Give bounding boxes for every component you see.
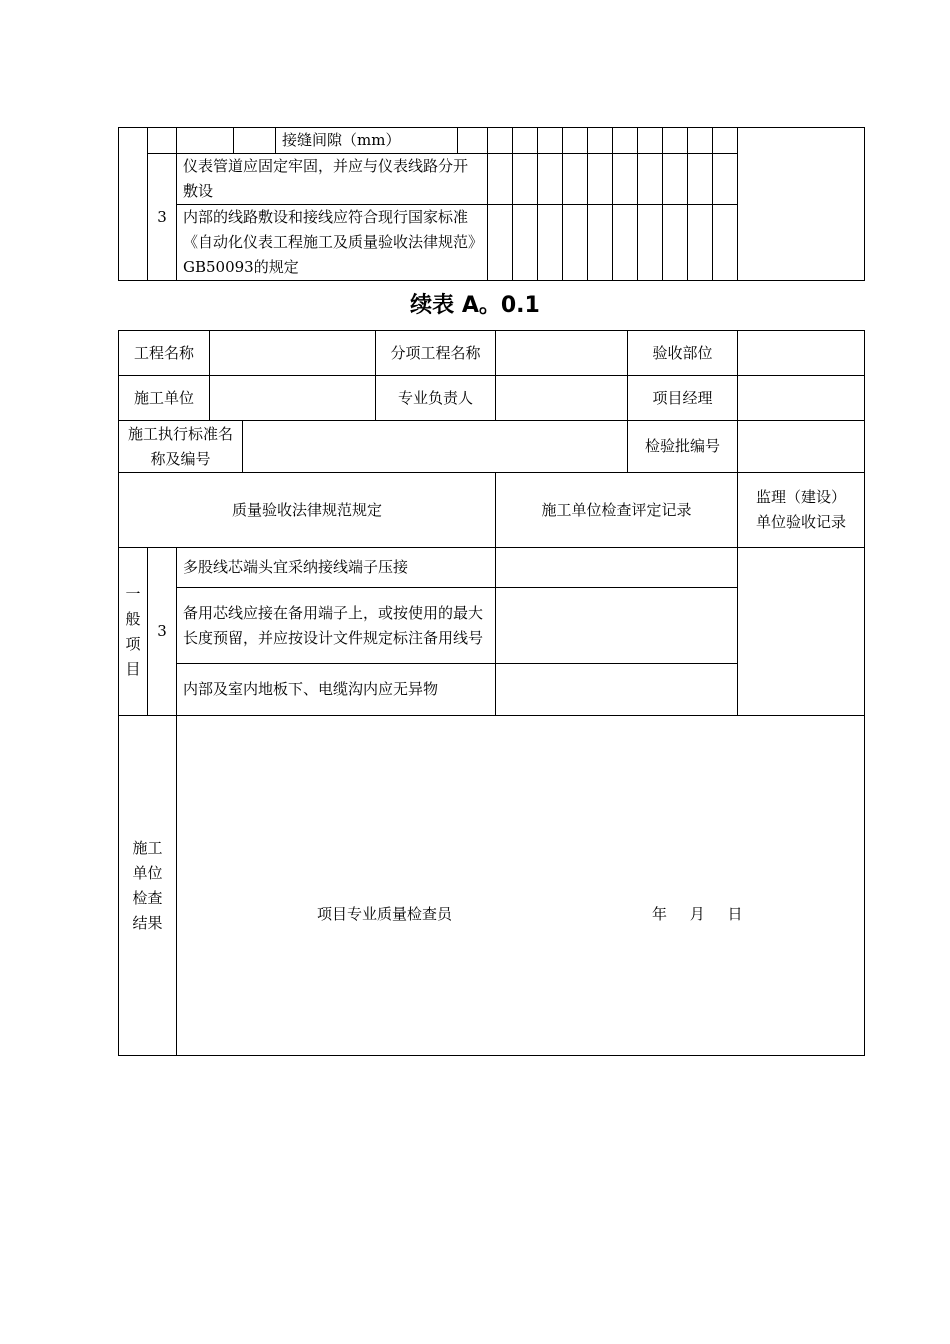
project-manager-value[interactable] [738, 376, 865, 421]
project-manager-label: 项目经理 [628, 376, 738, 421]
check-cell [688, 205, 713, 281]
acceptance-part-label: 验收部位 [628, 331, 738, 376]
check-cell [663, 154, 688, 205]
blank-cell [177, 128, 234, 154]
general-item-1: 多股线芯端头宜采纳接线端子压接 [177, 548, 496, 588]
check-cell [513, 154, 538, 205]
check-cell [663, 128, 688, 154]
standard-value[interactable] [243, 421, 628, 473]
responsible-person-label: 专业负责人 [376, 376, 496, 421]
check-cell [713, 205, 738, 281]
table-title: 续表 A。0.1 [410, 293, 540, 318]
check-cell [563, 205, 588, 281]
check-cell [458, 128, 488, 154]
general-item-2-record[interactable] [496, 588, 738, 664]
check-cell [688, 154, 713, 205]
check-cell [613, 205, 638, 281]
inspector-label: 项目专业质量检查员 [317, 905, 453, 923]
check-cell [588, 205, 613, 281]
supervision-cell [738, 128, 865, 281]
general-item-3: 内部及室内地板下、电缆沟内应无异物 [177, 664, 496, 716]
standard-label: 施工执行标准名称及编号 [119, 421, 243, 473]
batch-number-value[interactable] [738, 421, 865, 473]
blank-cell [234, 128, 276, 154]
check-cell [513, 205, 538, 281]
check-cell [538, 154, 563, 205]
spec-column-header: 质量验收法律规范规定 [119, 473, 496, 548]
check-cell [613, 154, 638, 205]
check-cell [613, 128, 638, 154]
check-cell [688, 128, 713, 154]
spec-text: 内部的线路敷设和接线应符合现行国家标准《自动化仪表工程施工及质量验收法律规范》GB50093的规定 [177, 205, 488, 281]
joint-gap-label: 接缝间隙（mm） [276, 128, 458, 154]
item-number: 3 [148, 154, 177, 281]
construction-unit-value[interactable] [210, 376, 376, 421]
sub-project-label: 分项工程名称 [376, 331, 496, 376]
project-name-label: 工程名称 [119, 331, 210, 376]
batch-number-label: 检验批编号 [628, 421, 738, 473]
construction-unit-label: 施工单位 [119, 376, 210, 421]
check-cell [638, 205, 663, 281]
general-item-2: 备用芯线应接在备用端子上，或按使用的最大长度预留，并应按设计文件规定标注备用线号 [177, 588, 496, 664]
sub-project-value[interactable] [496, 331, 628, 376]
check-cell [538, 128, 563, 154]
check-cell [538, 205, 563, 281]
general-items-supervision[interactable] [738, 548, 865, 716]
check-cell [638, 154, 663, 205]
acceptance-record-table [118, 330, 865, 1056]
check-cell [563, 154, 588, 205]
previous-table-continuation [118, 127, 865, 281]
project-name-value[interactable] [210, 331, 376, 376]
date-label: 年 月 日 [652, 905, 743, 923]
check-cell [713, 128, 738, 154]
check-cell [663, 205, 688, 281]
general-items-label: 一般项目 [119, 548, 148, 716]
check-cell [488, 205, 513, 281]
check-cell [713, 154, 738, 205]
check-cell [513, 128, 538, 154]
check-cell [588, 154, 613, 205]
check-cell [563, 128, 588, 154]
result-area[interactable] [177, 716, 865, 1056]
group-cell-empty [119, 128, 148, 281]
construction-record-header: 施工单位检查评定记录 [496, 473, 738, 548]
spec-text: 仪表管道应固定牢固，并应与仪表线路分开敷设 [177, 154, 488, 205]
check-cell [488, 128, 513, 154]
check-cell [488, 154, 513, 205]
general-item-3-record[interactable] [496, 664, 738, 716]
supervision-record-header: 监理（建设）单位验收记录 [738, 473, 865, 548]
responsible-person-value[interactable] [496, 376, 628, 421]
general-items-number: 3 [148, 548, 177, 716]
result-label: 施工单位检查结果 [119, 716, 177, 1056]
check-cell [588, 128, 613, 154]
acceptance-part-value[interactable] [738, 331, 865, 376]
general-item-1-record[interactable] [496, 548, 738, 588]
blank-cell [148, 128, 177, 154]
check-cell [638, 128, 663, 154]
